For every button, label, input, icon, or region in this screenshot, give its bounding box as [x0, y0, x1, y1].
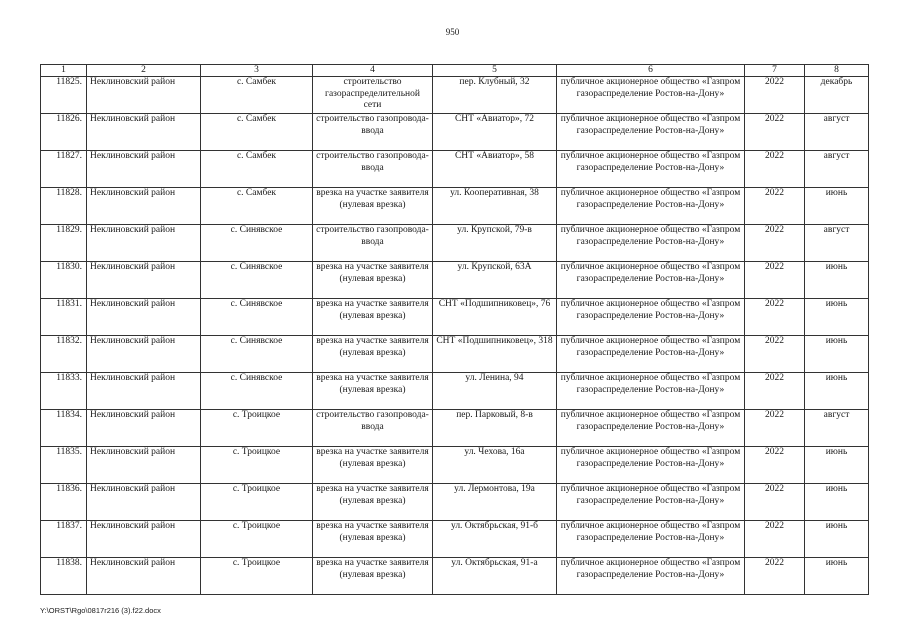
address-cell: ул. Октябрьская, 91-б: [433, 521, 557, 558]
year-cell: 2022: [745, 484, 805, 521]
organization-cell: публичное акционерное общество «Газпром газораспределение Ростов-на-Дону»: [557, 188, 745, 225]
table-row: [41, 151, 869, 188]
row-number-cell: 11831.: [41, 299, 87, 336]
work-type-cell: строительство газопровода-ввода: [313, 114, 433, 151]
district-cell: Неклиновский район: [87, 521, 201, 558]
month-cell: июнь: [805, 521, 869, 558]
row-number-cell: 11830.: [41, 262, 87, 299]
settlement-cell: с. Синявское: [201, 262, 313, 299]
year-cell: 2022: [745, 521, 805, 558]
year-cell: 2022: [745, 447, 805, 484]
organization-cell: публичное акционерное общество «Газпром газораспределение Ростов-на-Дону»: [557, 299, 745, 336]
year-cell: 2022: [745, 225, 805, 262]
address-cell: пер. Клубный, 32: [433, 77, 557, 114]
table-row: [41, 262, 869, 299]
month-cell: август: [805, 410, 869, 447]
settlement-cell: с. Самбек: [201, 188, 313, 225]
table-row: [41, 521, 869, 558]
settlement-cell: с. Синявское: [201, 225, 313, 262]
row-number-cell: 11836.: [41, 484, 87, 521]
organization-cell: публичное акционерное общество «Газпром газораспределение Ростов-на-Дону»: [557, 225, 745, 262]
year-cell: 2022: [745, 151, 805, 188]
month-cell: июнь: [805, 447, 869, 484]
column-header-4: 4: [313, 65, 433, 77]
table-row: [41, 114, 869, 151]
table-row: [41, 410, 869, 447]
settlement-cell: с. Троицкое: [201, 410, 313, 447]
month-cell: август: [805, 151, 869, 188]
column-header-5: 5: [433, 65, 557, 77]
organization-cell: публичное акционерное общество «Газпром газораспределение Ростов-на-Дону»: [557, 558, 745, 595]
work-type-cell: врезка на участке заявителя (нулевая врезка): [313, 558, 433, 595]
row-number-cell: 11834.: [41, 410, 87, 447]
work-type-cell: строительство газопровода-ввода: [313, 410, 433, 447]
column-header-2: 2: [87, 65, 201, 77]
settlement-cell: с. Троицкое: [201, 484, 313, 521]
district-cell: Неклиновский район: [87, 151, 201, 188]
year-cell: 2022: [745, 114, 805, 151]
address-cell: СНТ «Авиатор», 72: [433, 114, 557, 151]
table-row: [41, 484, 869, 521]
settlement-cell: с. Самбек: [201, 77, 313, 114]
month-cell: июнь: [805, 558, 869, 595]
organization-cell: публичное акционерное общество «Газпром газораспределение Ростов-на-Дону»: [557, 484, 745, 521]
address-cell: ул. Лермонтова, 19а: [433, 484, 557, 521]
district-cell: Неклиновский район: [87, 373, 201, 410]
year-cell: 2022: [745, 336, 805, 373]
month-cell: июнь: [805, 336, 869, 373]
table-row: [41, 77, 869, 114]
district-cell: Неклиновский район: [87, 188, 201, 225]
month-cell: июнь: [805, 484, 869, 521]
district-cell: Неклиновский район: [87, 558, 201, 595]
address-cell: СНТ «Подшипниковец», 76: [433, 299, 557, 336]
district-cell: Неклиновский район: [87, 262, 201, 299]
table-row: [41, 336, 869, 373]
month-cell: июнь: [805, 299, 869, 336]
settlement-cell: с. Самбек: [201, 114, 313, 151]
work-type-cell: строительство газопровода-ввода: [313, 151, 433, 188]
organization-cell: публичное акционерное общество «Газпром газораспределение Ростов-на-Дону»: [557, 151, 745, 188]
address-cell: ул. Крупской, 79-в: [433, 225, 557, 262]
settlement-cell: с. Синявское: [201, 336, 313, 373]
year-cell: 2022: [745, 77, 805, 114]
settlement-cell: с. Синявское: [201, 373, 313, 410]
organization-cell: публичное акционерное общество «Газпром газораспределение Ростов-на-Дону»: [557, 262, 745, 299]
month-cell: июнь: [805, 373, 869, 410]
year-cell: 2022: [745, 188, 805, 225]
row-number-cell: 11837.: [41, 521, 87, 558]
page-number: 950: [445, 27, 460, 37]
column-header-3: 3: [201, 65, 313, 77]
month-cell: август: [805, 225, 869, 262]
work-type-cell: врезка на участке заявителя (нулевая врезка): [313, 484, 433, 521]
organization-cell: публичное акционерное общество «Газпром газораспределение Ростов-на-Дону»: [557, 114, 745, 151]
row-number-cell: 11826.: [41, 114, 87, 151]
address-cell: ул. Кооперативная, 38: [433, 188, 557, 225]
row-number-cell: 11832.: [41, 336, 87, 373]
work-type-cell: врезка на участке заявителя (нулевая врезка): [313, 262, 433, 299]
table-row: [41, 299, 869, 336]
district-cell: Неклиновский район: [87, 447, 201, 484]
district-cell: Неклиновский район: [87, 77, 201, 114]
organization-cell: публичное акционерное общество «Газпром газораспределение Ростов-на-Дону»: [557, 410, 745, 447]
column-header-1: 1: [41, 65, 87, 77]
settlement-cell: с. Самбек: [201, 151, 313, 188]
row-number-cell: 11827.: [41, 151, 87, 188]
row-number-cell: 11835.: [41, 447, 87, 484]
work-type-cell: врезка на участке заявителя (нулевая врезка): [313, 447, 433, 484]
district-cell: Неклиновский район: [87, 299, 201, 336]
month-cell: август: [805, 114, 869, 151]
year-cell: 2022: [745, 373, 805, 410]
address-cell: ул. Октябрьская, 91-а: [433, 558, 557, 595]
row-number-cell: 11828.: [41, 188, 87, 225]
row-number-cell: 11833.: [41, 373, 87, 410]
work-type-cell: врезка на участке заявителя (нулевая врезка): [313, 188, 433, 225]
district-cell: Неклиновский район: [87, 225, 201, 262]
organization-cell: публичное акционерное общество «Газпром газораспределение Ростов-на-Дону»: [557, 521, 745, 558]
address-cell: ул. Крупской, 63А: [433, 262, 557, 299]
year-cell: 2022: [745, 299, 805, 336]
work-type-cell: врезка на участке заявителя (нулевая врезка): [313, 336, 433, 373]
month-cell: декабрь: [805, 77, 869, 114]
row-number-cell: 11838.: [41, 558, 87, 595]
work-type-cell: строительство газораспределительной сети: [313, 77, 433, 114]
settlement-cell: с. Синявское: [201, 299, 313, 336]
address-cell: пер. Парковый, 8-в: [433, 410, 557, 447]
row-number-cell: 11825.: [41, 77, 87, 114]
address-cell: СНТ «Подшипниковец», 318: [433, 336, 557, 373]
district-cell: Неклиновский район: [87, 114, 201, 151]
district-cell: Неклиновский район: [87, 336, 201, 373]
table-row: [41, 558, 869, 595]
month-cell: июнь: [805, 188, 869, 225]
gasification-table: [40, 64, 869, 595]
month-cell: июнь: [805, 262, 869, 299]
district-cell: Неклиновский район: [87, 484, 201, 521]
address-cell: СНТ «Авиатор», 58: [433, 151, 557, 188]
district-cell: Неклиновский район: [87, 410, 201, 447]
work-type-cell: врезка на участке заявителя (нулевая врезка): [313, 373, 433, 410]
settlement-cell: с. Троицкое: [201, 558, 313, 595]
address-cell: ул. Чехова, 16а: [433, 447, 557, 484]
work-type-cell: врезка на участке заявителя (нулевая врезка): [313, 299, 433, 336]
table-row: [41, 373, 869, 410]
table-row: [41, 225, 869, 262]
work-type-cell: строительство газопровода-ввода: [313, 225, 433, 262]
table-body: [41, 77, 869, 595]
year-cell: 2022: [745, 558, 805, 595]
file-path-footer: Y:\ORST\Rgo\0817r216 (3).f22.docx: [40, 606, 161, 615]
organization-cell: публичное акционерное общество «Газпром газораспределение Ростов-на-Дону»: [557, 77, 745, 114]
table-header-row: [41, 65, 869, 77]
year-cell: 2022: [745, 262, 805, 299]
year-cell: 2022: [745, 410, 805, 447]
settlement-cell: с. Троицкое: [201, 447, 313, 484]
address-cell: ул. Ленина, 94: [433, 373, 557, 410]
column-header-8: 8: [805, 65, 869, 77]
column-header-7: 7: [745, 65, 805, 77]
table-row: [41, 188, 869, 225]
table-row: [41, 447, 869, 484]
row-number-cell: 11829.: [41, 225, 87, 262]
column-header-6: 6: [557, 65, 745, 77]
work-type-cell: врезка на участке заявителя (нулевая врезка): [313, 521, 433, 558]
organization-cell: публичное акционерное общество «Газпром газораспределение Ростов-на-Дону»: [557, 373, 745, 410]
organization-cell: публичное акционерное общество «Газпром газораспределение Ростов-на-Дону»: [557, 447, 745, 484]
organization-cell: публичное акционерное общество «Газпром газораспределение Ростов-на-Дону»: [557, 336, 745, 373]
settlement-cell: с. Троицкое: [201, 521, 313, 558]
